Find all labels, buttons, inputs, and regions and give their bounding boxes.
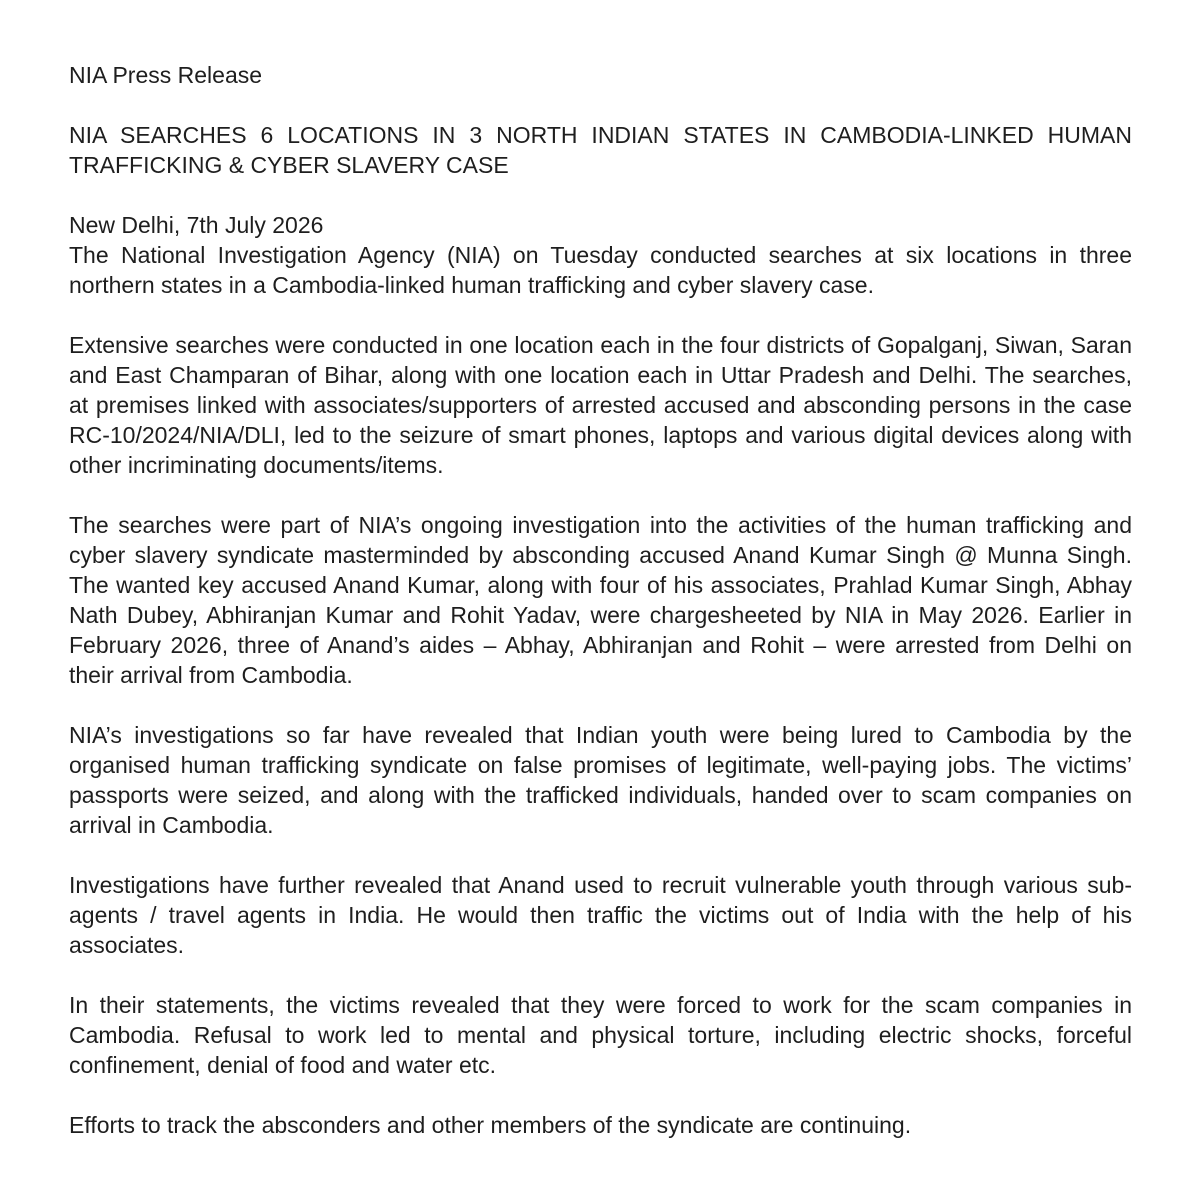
paragraph-closing: Efforts to track the absconders and other members of the syndicate are continuing. [69, 1112, 912, 1138]
document-headline: NIA SEARCHES 6 LOCATIONS IN 3 NORTH INDIAN STATES IN CAMBODIA-LINKED HUMAN TRAFFICKING & CYBER SLAVERY CASE [69, 122, 1132, 178]
dateline: New Delhi, 7th July 2026 [69, 212, 324, 238]
paragraph-victim-statements: In their statements, the victims revealed that they were forced to work for the scam companies in Cambodia. Refusal to work led to mental and physical torture, including electric shocks, forceful confinement, denial of food and water etc. [69, 992, 1132, 1078]
paragraph-intro: The National Investigation Agency (NIA) on Tuesday conducted searches at six locations in three northern states in a Cambodia-linked human trafficking and cyber slavery case. [69, 242, 1132, 298]
paragraph-investigation: The searches were part of NIA’s ongoing investigation into the activities of the human trafficking and cyber slavery syndicate masterminded by absconding accused Anand Kumar Singh @ Munna Singh. The wanted key accused Anand Kumar, along with four of his associates, Prahlad Kumar Singh, Abhay Nath Dubey, Abhiranjan Kumar and Rohit Yadav, were chargesheeted by NIA in May 2026. Earlier in February 2026, three of Anand’s aides – Abhay, Abhiranjan and Rohit – were arrested from Delhi on their arrival from Cambodia. [69, 512, 1132, 688]
paragraph-findings: NIA’s investigations so far have revealed that Indian youth were being lured to Cambodia by the organised human trafficking syndicate on false promises of legitimate, well-paying jobs. The victims’ passports were seized, and along with the trafficked individuals, handed over to scam companies on arrival in Cambodia. [69, 722, 1132, 838]
document-label: NIA Press Release [69, 62, 263, 88]
press-release-document [69, 60, 1132, 1140]
paragraph-recruitment: Investigations have further revealed that Anand used to recruit vulnerable youth through various sub-agents / travel agents in India. He would then traffic the victims out of India with the help of his associates. [69, 872, 1132, 958]
paragraph-searches: Extensive searches were conducted in one location each in the four districts of Gopalganj, Siwan, Saran and East Champaran of Bihar, along with one location each in Uttar Pradesh and Delhi. The searches, at premises linked with associates/supporters of arrested accused and absconding persons in the case RC-10/2024/NIA/DLI, led to the seizure of smart phones, laptops and various digital devices along with other incriminating documents/items. [69, 332, 1132, 478]
